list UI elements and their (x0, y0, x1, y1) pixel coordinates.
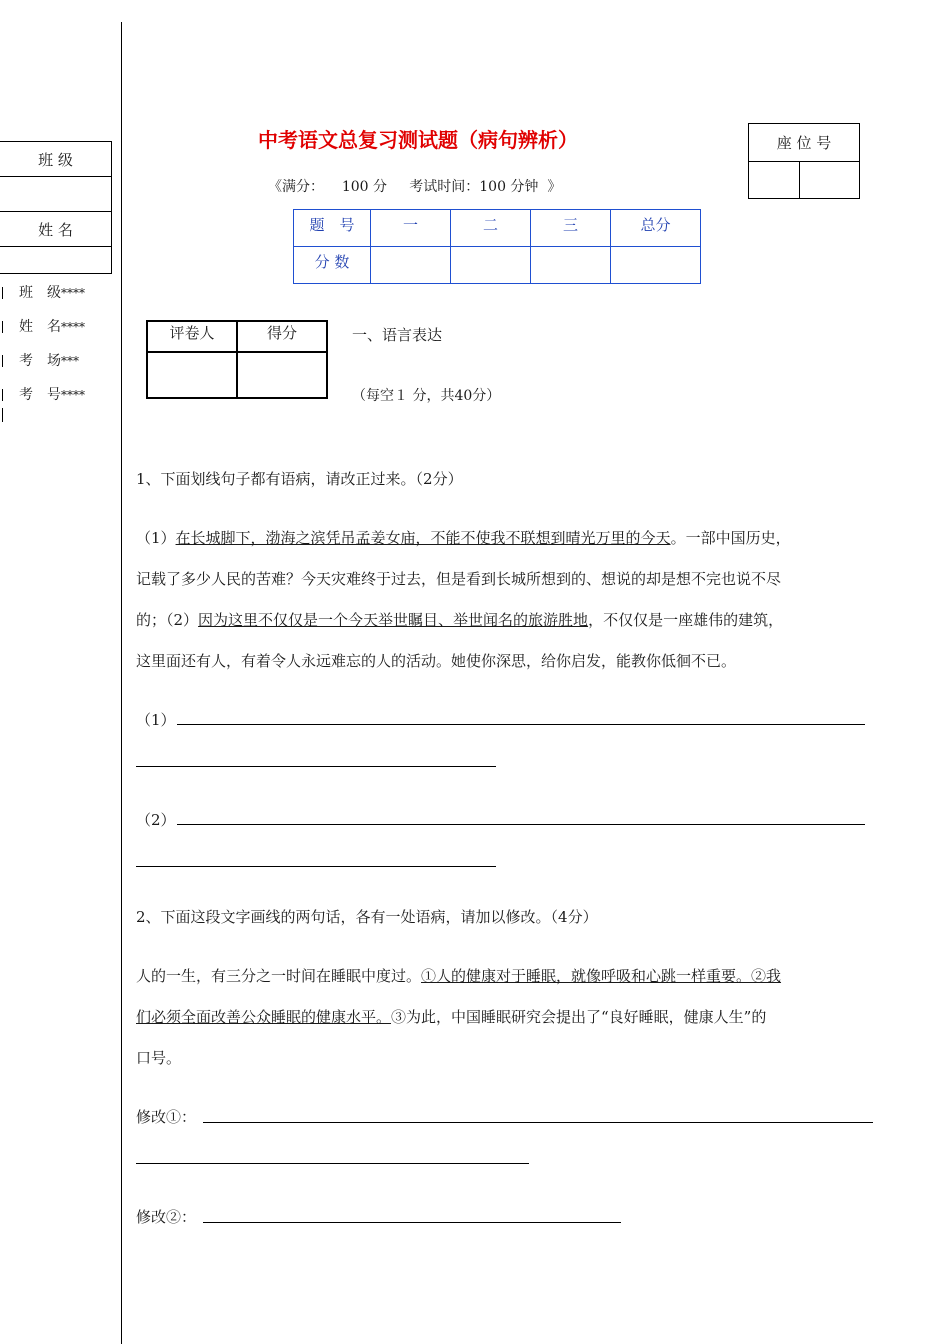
q2-line-1: 人的一生，有三分之一时间在睡眠中度过。①人的健康对于睡眠，就像呼吸和心跳一样重要。②我 (136, 967, 782, 985)
section-note: （每空１ 分，共40分） (352, 388, 501, 404)
binding-margin-line (121, 22, 122, 1344)
name-label: 姓 名 (0, 212, 112, 247)
grader-score-cell[interactable] (237, 352, 327, 398)
score-cell-total[interactable] (611, 247, 701, 284)
left-info-tick-end (2, 408, 3, 422)
q1-answer-1-label: （1） (136, 711, 176, 729)
q1-line-2: 记载了多少人民的苦难？今天灾难终于过去，但是看到长城所想到的、想说的却是想不完也说不尽 (136, 570, 782, 588)
score-header-total: 总分 (611, 210, 701, 247)
grader-table (146, 320, 328, 399)
q1-answer-2-line[interactable] (177, 824, 865, 825)
seat-cell-2[interactable] (800, 162, 860, 199)
q1-line-4: 这里面还有人，有着令人永远难忘的人的活动。她使你深思，给你启发，能教你低徊不已。 (136, 652, 737, 670)
q1-answer-2-line-2[interactable] (136, 866, 496, 867)
score-header-2: 二 (451, 210, 531, 247)
q2-fix-2-label: 修改②： (136, 1208, 197, 1226)
seat-label: 座 位 号 (749, 124, 860, 162)
q1-answer-2-label: （2） (136, 811, 176, 829)
q2-fix-2-line[interactable] (203, 1222, 621, 1223)
left-info-name: 姓 名**** (2, 316, 85, 336)
q2-fix-1-line[interactable] (203, 1122, 873, 1123)
class-name-table (0, 141, 112, 274)
q2-fix-1-label: 修改①： (136, 1108, 197, 1126)
left-info-room: 考 场*** (2, 350, 79, 370)
q1-answer-1-line-2[interactable] (136, 766, 496, 767)
reviewer-label: 评卷人 (147, 321, 237, 352)
seat-cell-1[interactable] (749, 162, 800, 199)
score-header-label: 题 号 (294, 210, 371, 247)
left-info-class: 班 级**** (2, 282, 85, 302)
score-header-1: 一 (371, 210, 451, 247)
score-cell-2[interactable] (451, 247, 531, 284)
grader-score-label: 得分 (237, 321, 327, 352)
q2-stem: 2、下面这段文字画线的两句话，各有一处语病，请加以修改。（4分） (136, 908, 598, 926)
score-header-3: 三 (531, 210, 611, 247)
score-row-label: 分 数 (294, 247, 371, 284)
seat-number-box (748, 123, 860, 199)
q2-fix-1-line-2[interactable] (136, 1163, 529, 1164)
q1-line-1: （1）在长城脚下，渤海之滨凭吊孟姜女庙，不能不使我不联想到晴光万里的今天。一部中国历史， (136, 529, 791, 547)
score-cell-1[interactable] (371, 247, 451, 284)
q1-line-3: 的；（2）因为这里不仅仅是一个今天举世瞩目、举世闻名的旅游胜地，不仅仅是一座雄伟的建筑， (136, 611, 784, 629)
name-input-cell[interactable] (0, 247, 112, 274)
q2-line-3: 口号。 (136, 1049, 182, 1067)
reviewer-cell[interactable] (147, 352, 237, 398)
score-cell-3[interactable] (531, 247, 611, 284)
class-label: 班 级 (0, 142, 112, 177)
q1-stem: 1、下面划线句子都有语病，请改正过来。（2分） (136, 470, 463, 488)
section-heading: 一、语言表达 (352, 326, 443, 344)
class-input-cell[interactable] (0, 177, 112, 212)
q2-line-2: 们必须全面改善公众睡眠的健康水平。③为此，中国睡眠研究会提出了“良好睡眠，健康人生”的 (136, 1008, 767, 1026)
page-title: 中考语文总复习测试题（病句辨析） (258, 128, 578, 152)
left-info-number: 考 号**** (2, 384, 85, 404)
q1-answer-1-line[interactable] (177, 724, 865, 725)
score-table (293, 209, 701, 284)
exam-meta: 《满分： 100 分 考试时间：100 分钟 》 (268, 179, 562, 195)
